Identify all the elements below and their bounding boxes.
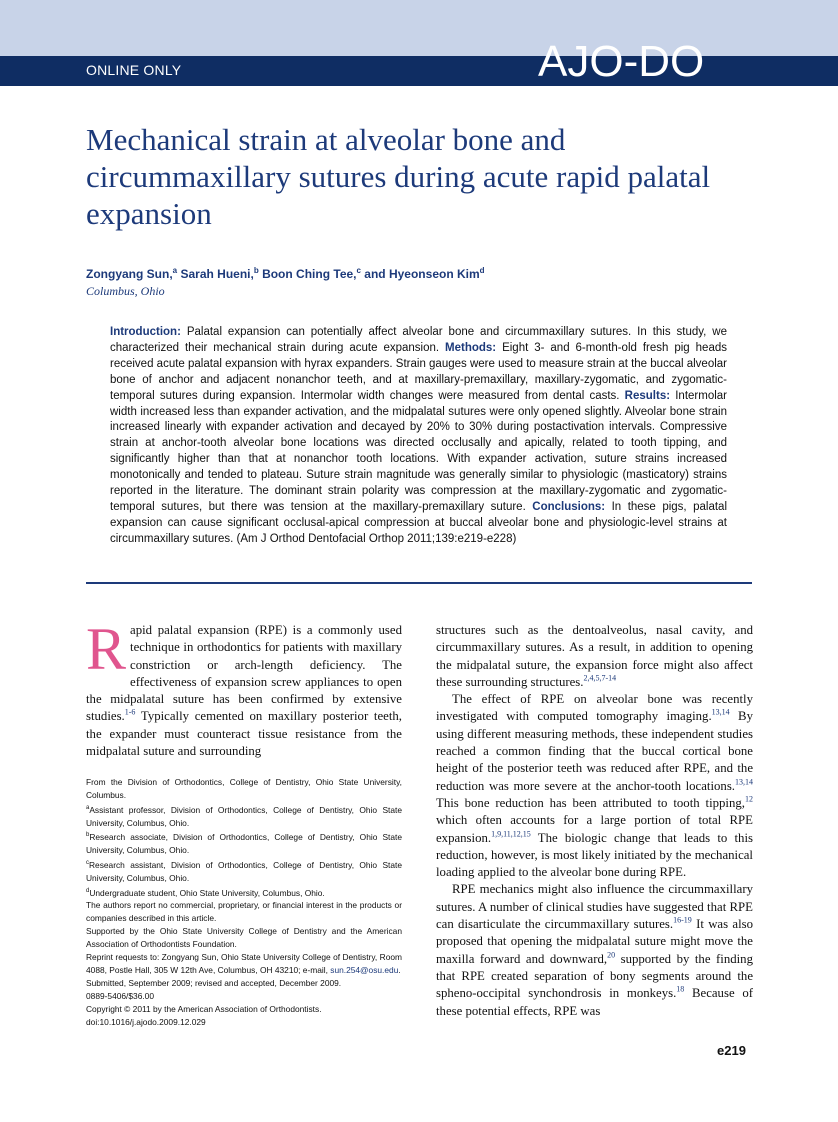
footnote-text: Research assistant, Division of Orthodontics, College of Dentistry, Ohio State University, Columbus, Ohio. — [86, 859, 402, 883]
body-paragraph — [436, 881, 753, 1019]
footnote-text: Research associate, Division of Orthodontics, College of Dentistry, Ohio State University, Columbus, Ohio. — [86, 832, 402, 856]
abstract-conclusions-label: Conclusions: — [532, 500, 606, 513]
body-paragraph — [436, 622, 753, 691]
footnote-mark: a — [86, 804, 90, 811]
footnote-copyright: Copyright © 2011 by the American Association of Orthodontists. — [86, 1003, 322, 1014]
footnote-reprint — [86, 951, 402, 977]
author-name: Zongyang Sun, — [86, 267, 173, 281]
author-affil: c — [356, 266, 361, 275]
abstract-methods: Eight 3- and 6-month-old fresh pig heads received acute palatal expansion with hyrax expanders. Strain gauges were used to measure strain at the buccal alveolar bone of anchor and adjacent nonanchor teeth, and at maxillary-premaxillary, maxillary-zygomatic, and zygomatic-temporal sutures during expansion. Intermolar width changes were measured from dental casts. — [110, 341, 727, 402]
article-title: Mechanical strain at alveolar bone and circummaxillary sutures during acute rapid palatal expansion — [86, 122, 711, 231]
footnote-mark: c — [86, 860, 89, 867]
author-location: Columbus, Ohio — [86, 284, 165, 298]
abstract-intro-label: Introduction: — [110, 326, 181, 338]
abstract-methods-label: Methods: — [445, 341, 497, 354]
body-column-left — [86, 616, 402, 760]
body-text: supported by the finding that RPE created separation of bony segments around the spheno-occipital synchondrosis in monkeys. — [436, 951, 753, 1001]
citation-ref[interactable]: 1-6 — [124, 708, 136, 718]
citation-ref[interactable]: 16-19 — [673, 915, 692, 925]
body-text: structures such as the dentoalveolus, nasal cavity, and circummaxillary sutures. As a result, in addition to opening the midpalatal suture, the expansion force might also affect these surrounding structures. — [436, 623, 753, 689]
author-affil: b — [253, 266, 259, 275]
email-link[interactable]: sun.254@osu.edu — [330, 964, 399, 975]
journal-logo: AJO-DO — [538, 37, 705, 86]
footnote-support: Supported by the Ohio State University College of Dentistry and the American Association of Orthodontists Foundation. — [86, 926, 402, 950]
abstract-results-label: Results: — [624, 389, 671, 402]
footnote-text: . — [398, 964, 401, 975]
citation-ref[interactable]: 1,9,11,12,15 — [491, 829, 531, 839]
header-band — [0, 0, 838, 56]
footnote-text: Assistant professor, Division of Orthodontics, College of Dentistry, Ohio State University, Columbus, Ohio. — [86, 804, 402, 828]
author-name: and Hyeonseon Kim — [364, 267, 480, 281]
footnote-doi: doi:10.1016/j.ajodo.2009.12.029 — [86, 1016, 206, 1027]
author-list — [86, 266, 485, 281]
body-text: which often accounts for a large portion of total RPE expansion. — [436, 813, 753, 845]
author-name: Boon Ching Tee, — [262, 267, 357, 281]
footnote-a — [86, 802, 402, 830]
footnote-mark: b — [86, 832, 90, 839]
citation-ref[interactable]: 20 — [607, 950, 616, 960]
footnote-text: Reprint requests to: Zongyang Sun, Ohio State University College of Dentistry, Room 4088, Postle Hall, 305 W 12th Ave, Columbus, OH 43210; e-mail, — [86, 951, 402, 975]
author-name: Sarah Hueni, — [180, 267, 254, 281]
body-paragraph — [86, 616, 402, 760]
footnote-from: From the Division of Orthodontics, College of Dentistry, Ohio State University, Columbus. — [86, 777, 402, 800]
body-text: It was also proposed that opening the midpalatal suture might move the maxilla forward and downward, — [436, 917, 754, 966]
citation-ref[interactable]: 18 — [676, 984, 685, 994]
footnote-text: Undergraduate student, Ohio State University, Columbus, Ohio. — [89, 887, 325, 898]
body-text: Because of these potential effects, RPE was — [436, 986, 753, 1018]
body-text: Typically cemented on maxillary posterior teeth, the expander must counteract tissue resistance from the midpalatal suture and surrounding — [86, 709, 402, 759]
citation-ref[interactable]: 12 — [745, 794, 753, 804]
footnote-submitted: Submitted, September 2009; revised and accepted, December 2009. — [86, 977, 342, 988]
body-text: The biologic change that leads to this reduction, however, is most likely initiated by the mechanical loading applied to the alveolar bone during RPE. — [436, 830, 753, 880]
footnotes — [86, 776, 402, 1028]
abstract-conclusions: In these pigs, palatal expansion can cause significant occlusal-apical compression at buccal alveolar bone and physiologic-level strains at circummaxillary sutures. (Am J Orthod Dentofacial Orthop 2011;139:e219-e228) — [110, 500, 727, 545]
body-column-right — [436, 622, 753, 1020]
body-text: The effect of RPE on alveolar bone was recently investigated with computed tomography imaging. — [436, 692, 753, 724]
footnote-d — [86, 885, 402, 900]
footnote-coi: The authors report no commercial, proprietary, or financial interest in the products or companies described in this article. — [86, 900, 402, 924]
body-text: This bone reduction has been attributed to tooth tipping, — [436, 795, 745, 810]
author-affil: d — [479, 266, 485, 275]
body-text: apid palatal expansion (RPE) is a commonly used technique in orthodontics for patients with maxillary constriction or arch-length deficiency. The effectiveness of expansion screw appliances to open the midpalatal suture has been confirmed by extensive studies. — [86, 623, 402, 724]
body-paragraph — [436, 691, 753, 881]
abstract-results: Intermolar width increased less than expander activation, and the midpalatal sutures were only opened slightly. Alveolar bone strain increased linearly with expander activation and decayed by 20% to 30% during postactivation intervals. Compressive strain at anchor-tooth alveolar bone locations was directed occlusally and apically, related to tooth tipping, and significantly higher than that at nonanchor tooth locations. With expander activation, suture strains increased monotonically and tended to plateau. Suture strain magnitude was generally similar to physiologic (masticatory) strains reported in the literature. The dominant strain polarity was compression at the maxillary-zygomatic and zygomatic-temporal sutures, but there was tension at the maxillary-premaxillary suture. — [110, 389, 727, 513]
section-label: ONLINE ONLY — [86, 62, 182, 78]
citation-ref[interactable]: 13,14 — [711, 708, 730, 718]
abstract-divider — [86, 582, 752, 584]
abstract-intro: Palatal expansion can potentially affect alveolar bone and circummaxillary sutures. In this study, we characterized their mechanical strain during acute expansion. — [110, 326, 727, 354]
body-text: RPE mechanics might also influence the circummaxillary sutures. A number of clinical studies have suggested that RPE can disarticulate the circummaxillary sutures. — [436, 882, 753, 932]
page-number: e219 — [717, 1043, 746, 1058]
citation-ref[interactable]: 13,14 — [735, 777, 753, 787]
footnote-c — [86, 857, 402, 885]
footnote-price: 0889-5406/$36.00 — [86, 990, 154, 1001]
author-affil: a — [172, 266, 178, 275]
drop-cap: R — [86, 616, 127, 682]
body-text: By using different measuring methods, these independent studies reached a common finding that the buccal cortical bone height of the posterior teeth was reduced after RPE, and the reduction was more severe at the anchor-tooth locations. — [436, 709, 753, 793]
abstract — [110, 325, 727, 548]
citation-ref[interactable]: 2,4,5,7-14 — [583, 673, 617, 683]
footnote-mark: d — [86, 887, 90, 894]
footnote-b — [86, 829, 402, 857]
